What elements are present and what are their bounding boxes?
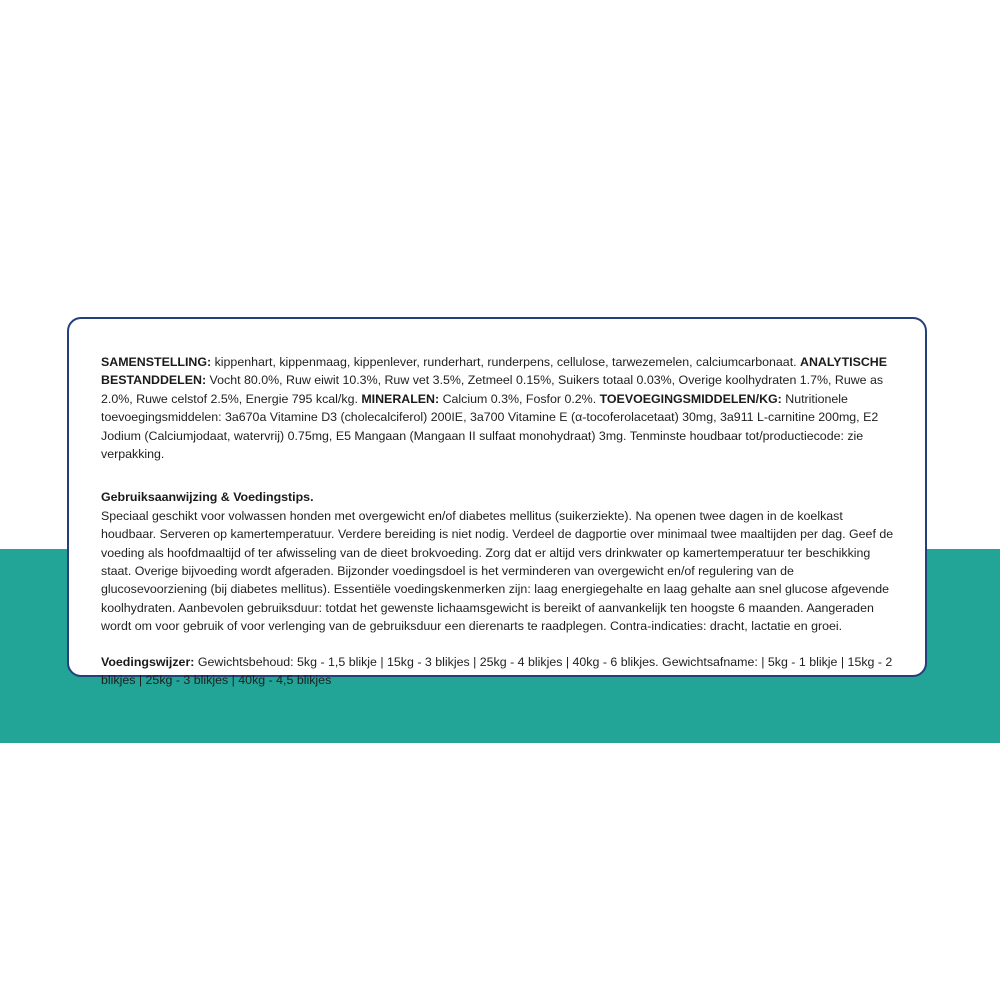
samenstelling-heading: SAMENSTELLING:: [101, 355, 212, 369]
usage-paragraph: Speciaal geschikt voor volwassen honden met overgewicht en/of diabetes mellitus (suikerziekte). Na openen twee dagen in de koelkast houdbaar. Serveren op kamertemperatuur. Verdere bereiding is niet nodig. Verdeel de dagportie over minimaal twee maaltijden per dag. Geef de voeding als hoofdmaaltijd of ter afwisseling van de dieet brokvoeding. Zorg dat er altijd vers drinkwater op kamertemperatuur ter beschikking staat. Overige bijvoeding wordt afgeraden. Bijzonder voedingsdoel is het verminderen van overgewicht en/of regulering van de glucosevoorziening (bij diabetes mellitus). Essentiële voedingskenmerken zijn: laag energiegehalte en laag gehalte aan snel glucose afgevende koolhydraten. Aanbevolen gebruiksduur: totdat het gewenste lichaamsgewicht is bereikt of aanvankelijk ten hoogste 6 maanden. Aangeraden wordt om voor gebruik of voor verlenging van de gebruiksduur een dierenarts te raadplegen. Contra-indicaties: dracht, lactatie en groei.: [101, 508, 894, 634]
usage-heading-line: [101, 488, 895, 506]
product-info-card: [67, 317, 927, 688]
toevoegingsmiddelen-heading: TOEVOEGINGSMIDDELEN/KG:: [599, 391, 782, 406]
voedingswijzer-text: Gewichtsbehoud: 5kg - 1,5 blikje | 15kg - 3 blikjes | 25kg - 4 blikjes | 40kg - 6 blikjes. Gewichtsafname: | 5kg - 1 blikje | 15kg - 2 blikjes | 25kg - 3 blikjes | 40kg - 4,5 blikjes: [101, 654, 893, 688]
analytische-heading: ANALYTISCHE BESTANDDELEN:: [101, 355, 888, 388]
mineralen-heading: MINERALEN:: [361, 391, 440, 406]
toevoegingsmiddelen-text: Nutritionele toevoegingsmiddelen: 3a670a Vitamine D3 (cholecalciferol) 200IE, 3a700 Vitamine E (α-tocoferolacetaat) 30mg, 3a911 L-carnitine 200mg, E2 Jodium (Calciumjodaat, watervrij) 0.75mg, E5 Mangaan (Mangaan II sulfaat monohydraat) 3mg. Tenminste houdbaar tot/productiecode: zie verpakking.: [101, 391, 879, 462]
gebruik-heading: Gebruiksaanwijzing & Voedingstips.: [101, 490, 314, 505]
feeding-guide-paragraph: [101, 653, 895, 690]
composition-paragraph: [101, 353, 895, 463]
samenstelling-text: kippenhart, kippenmaag, kippenlever, runderhart, runderpens, cellulose, tarwezemelen, calciumcarbonaat.: [211, 355, 801, 369]
voedingswijzer-heading: Voedingswijzer:: [101, 654, 195, 669]
mineralen-text: Calcium 0.3%, Fosfor 0.2%.: [439, 391, 600, 406]
analytische-text: Vocht 80.0%, Ruw eiwit 10.3%, Ruw vet 3.5%, Zetmeel 0.15%, Suikers totaal 0.03%, Overige koolhydraten 1.7%, Ruwe as 2.0%, Ruwe celstof 2.5%, Energie 795 kcal/kg.: [101, 373, 884, 406]
